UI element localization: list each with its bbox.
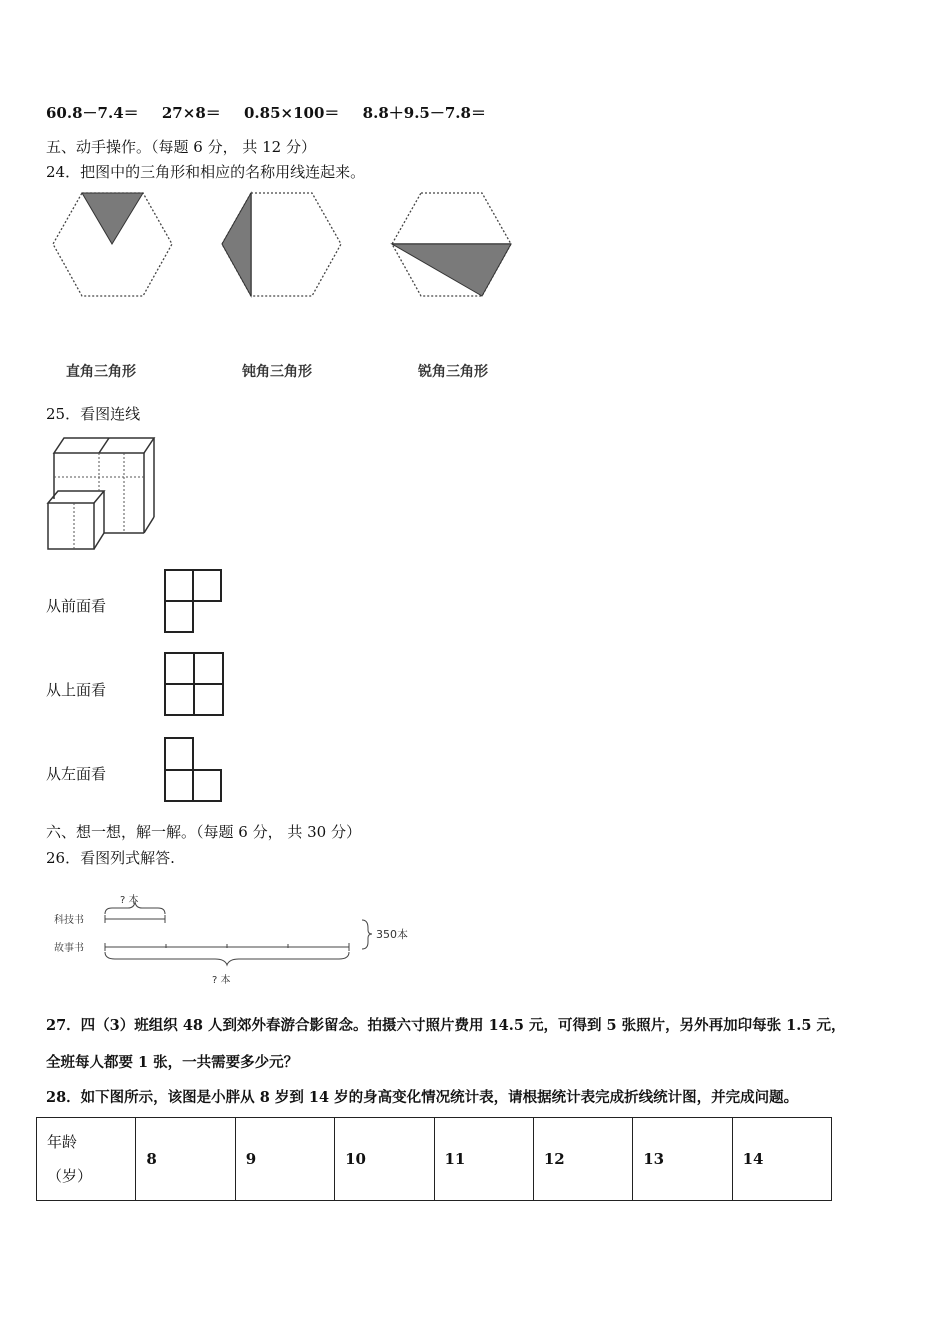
segment-diagram (50, 888, 420, 992)
table-cell-age: 8 (136, 1118, 235, 1201)
table-cell-age: 9 (235, 1118, 334, 1201)
equation-4: 8.8＋9.5－7.8＝ (362, 104, 486, 122)
question-27-line-2: 全班每人都要 1 张，一共需要多少元？ (46, 1054, 299, 1071)
question-26: 26．看图列式解答. (46, 849, 175, 867)
table-cell-age: 11 (434, 1118, 533, 1201)
section-5-title: 五、动手操作。（每题 6 分， 共 12 分） (46, 138, 316, 156)
header-unit: （岁） (47, 1167, 93, 1185)
label-acute-triangle: 锐角三角形 (418, 364, 488, 380)
view-front-label: 从前面看 (46, 597, 107, 615)
row-label-story-books: 故事书 (54, 943, 84, 954)
unknown-top-label: ? 本 (120, 895, 139, 906)
equation-row (46, 102, 504, 123)
equation-3: 0.85×100＝ (244, 104, 340, 122)
cube-stack-figure (44, 437, 162, 553)
header-age: 年龄 (47, 1133, 78, 1151)
section-6-title: 六、想一想，解一解。（每题 6 分， 共 30 分） (46, 823, 361, 841)
view-front-figure (164, 569, 224, 633)
age-table (36, 1117, 832, 1201)
table-cell-age: 10 (335, 1118, 434, 1201)
table-cell-age: 14 (732, 1118, 831, 1201)
table-cell-age: 12 (533, 1118, 632, 1201)
label-right-triangle: 直角三角形 (66, 364, 136, 380)
table-header-cell (37, 1118, 136, 1201)
row-label-science-books: 科技书 (54, 915, 84, 926)
view-left-figure (164, 737, 224, 803)
question-27-line-1: 27．四（3）班组织 48 人到郊外春游合影留念。拍摄六寸照片费用 14.5 元，可得到 5 张照片，另外再加印每张 1.5 元， (46, 1017, 846, 1034)
view-top-label: 从上面看 (46, 681, 107, 699)
total-label: 350本 (376, 928, 408, 941)
question-24: 24．把图中的三角形和相应的名称用线连起来。 (46, 163, 366, 181)
hexagon-figure-1 (52, 192, 174, 300)
equation-1: 60.8－7.4＝ (46, 104, 139, 122)
hexagon-figure-2 (221, 192, 343, 300)
label-obtuse-triangle: 钝角三角形 (242, 364, 312, 380)
question-25: 25．看图连线 (46, 405, 141, 423)
hexagon-figure-3 (391, 192, 513, 300)
table-cell-age: 13 (633, 1118, 732, 1201)
view-left-label: 从左面看 (46, 765, 107, 783)
unknown-bottom-label: ? 本 (212, 975, 231, 986)
view-top-figure (164, 652, 226, 718)
question-28: 28．如下图所示，该图是小胖从 8 岁到 14 岁的身高变化情况统计表，请根据统计表完成折线统计图，并完成问题。 (46, 1089, 799, 1106)
equation-2: 27×8＝ (161, 104, 221, 122)
table-row (37, 1118, 832, 1201)
